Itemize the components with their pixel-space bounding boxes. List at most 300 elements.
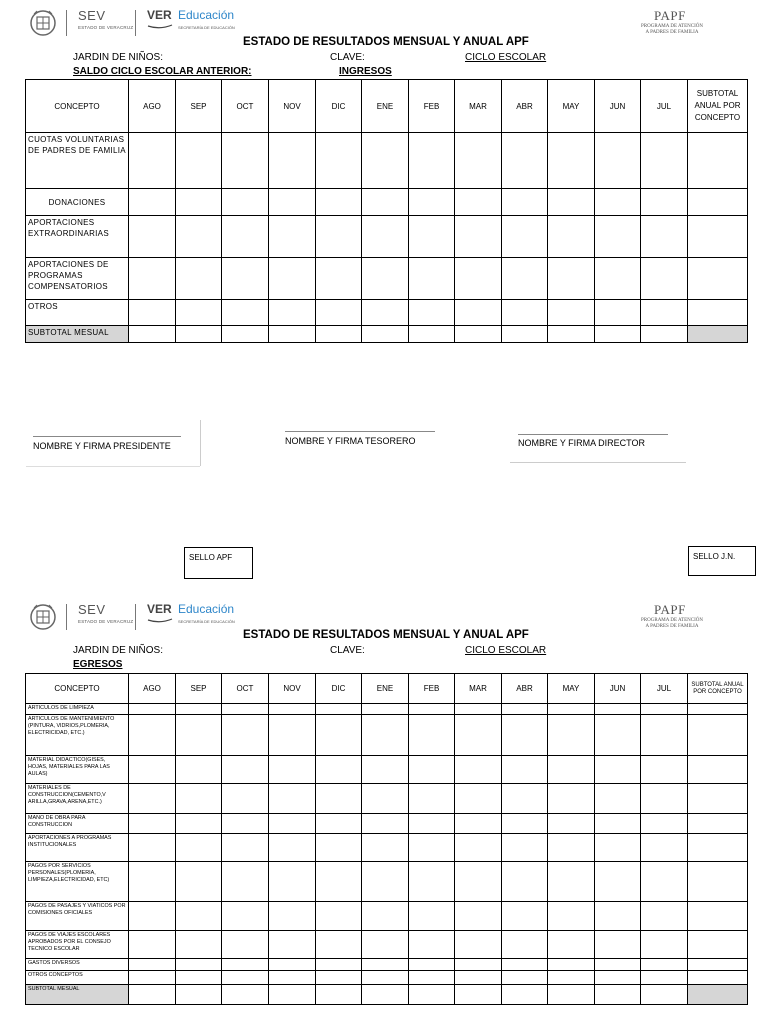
amount-cell[interactable] <box>409 216 455 258</box>
amount-cell[interactable] <box>129 216 176 258</box>
amount-cell[interactable] <box>222 784 269 814</box>
month-header: MAY <box>548 674 595 704</box>
table-row <box>26 862 748 902</box>
amount-cell[interactable] <box>222 834 269 862</box>
amount-cell[interactable] <box>129 715 176 756</box>
amount-cell[interactable] <box>129 931 176 959</box>
amount-cell[interactable] <box>455 902 502 931</box>
egresos-table <box>25 673 748 1005</box>
monthly-subtotal-cell[interactable] <box>316 985 362 1005</box>
monthly-subtotal-cell[interactable] <box>316 326 362 343</box>
month-header: NOV <box>269 80 316 133</box>
concept-cell: CUOTAS VOLUNTARIAS DE PADRES DE FAMILIA <box>26 133 129 189</box>
table-row <box>26 189 748 216</box>
amount-cell[interactable] <box>269 216 316 258</box>
amount-cell[interactable] <box>362 784 409 814</box>
amount-cell[interactable] <box>176 704 222 715</box>
amount-cell[interactable] <box>176 300 222 326</box>
amount-cell[interactable] <box>502 133 548 189</box>
ver-logo-text: VER <box>147 8 172 22</box>
amount-cell[interactable] <box>641 959 688 971</box>
amount-cell[interactable] <box>409 814 455 834</box>
monthly-subtotal-cell[interactable] <box>409 326 455 343</box>
amount-cell[interactable] <box>548 971 595 985</box>
amount-cell[interactable] <box>222 959 269 971</box>
amount-cell[interactable] <box>548 258 595 300</box>
sev-subtitle: ESTADO DE VERACRUZ <box>78 25 134 30</box>
amount-cell[interactable] <box>595 300 641 326</box>
amount-cell[interactable] <box>362 216 409 258</box>
amount-cell[interactable] <box>129 814 176 834</box>
table-row <box>26 931 748 959</box>
amount-cell[interactable] <box>316 959 362 971</box>
monthly-subtotal-cell[interactable] <box>129 985 176 1005</box>
subtotal-cell[interactable] <box>688 931 748 959</box>
amount-cell[interactable] <box>176 834 222 862</box>
amount-cell[interactable] <box>502 931 548 959</box>
clave-label: CLAVE: <box>330 645 365 656</box>
amount-cell[interactable] <box>129 784 176 814</box>
amount-cell[interactable] <box>641 704 688 715</box>
divider <box>200 420 201 466</box>
subtotal-cell[interactable] <box>688 756 748 784</box>
month-header: OCT <box>222 674 269 704</box>
amount-cell[interactable] <box>548 756 595 784</box>
amount-cell[interactable] <box>316 971 362 985</box>
concept-cell: APORTACIONES DE PROGRAMAS COMPENSATORIOS <box>26 258 129 300</box>
sev-logo-text: SEV <box>78 602 106 617</box>
amount-cell[interactable] <box>455 959 502 971</box>
amount-cell[interactable] <box>176 971 222 985</box>
amount-cell[interactable] <box>409 931 455 959</box>
amount-cell[interactable] <box>176 756 222 784</box>
clave-label: CLAVE: <box>330 52 365 63</box>
amount-cell[interactable] <box>316 902 362 931</box>
amount-cell[interactable] <box>548 902 595 931</box>
amount-cell[interactable] <box>129 756 176 784</box>
amount-cell[interactable] <box>595 814 641 834</box>
amount-cell[interactable] <box>176 258 222 300</box>
subtotal-cell[interactable] <box>688 814 748 834</box>
amount-cell[interactable] <box>269 258 316 300</box>
amount-cell[interactable] <box>502 834 548 862</box>
amount-cell[interactable] <box>455 704 502 715</box>
amount-cell[interactable] <box>409 704 455 715</box>
amount-cell[interactable] <box>502 784 548 814</box>
amount-cell[interactable] <box>409 258 455 300</box>
papf-logo-text: PAPF <box>654 602 686 617</box>
amount-cell[interactable] <box>641 300 688 326</box>
amount-cell[interactable] <box>455 216 502 258</box>
subtotal-label: SUBTOTAL MESUAL <box>26 985 129 1005</box>
amount-cell[interactable] <box>129 300 176 326</box>
amount-cell[interactable] <box>316 715 362 756</box>
amount-cell[interactable] <box>176 862 222 902</box>
subtotal-cell[interactable] <box>688 189 748 216</box>
amount-cell[interactable] <box>595 959 641 971</box>
amount-cell[interactable] <box>269 133 316 189</box>
sello-jn-box: SELLO J.N. <box>688 546 756 576</box>
amount-cell[interactable] <box>409 834 455 862</box>
monthly-subtotal-cell[interactable] <box>362 985 409 1005</box>
concept-cell: APORTACIONES A PROGRAMAS INSTITUCIONALES <box>26 834 129 862</box>
signature-director: NOMBRE Y FIRMA DIRECTOR <box>518 438 646 448</box>
amount-cell[interactable] <box>409 133 455 189</box>
amount-cell[interactable] <box>641 133 688 189</box>
amount-cell[interactable] <box>641 834 688 862</box>
month-header: SEP <box>176 674 222 704</box>
signature-line <box>285 431 435 432</box>
concept-cell: PAGOS POR SERVICIOS PERSONALES(PLOMERIA, LIMPIEZA,ELECTRICIDAD, ETC) <box>26 862 129 902</box>
amount-cell[interactable] <box>316 756 362 784</box>
concept-cell: MATERIALES DE CONSTRUCCION(CEMENTO,V ARILLA,GRAVA,ARENA,ETC.) <box>26 784 129 814</box>
table-row <box>26 902 748 931</box>
amount-cell[interactable] <box>455 189 502 216</box>
amount-cell[interactable] <box>548 189 595 216</box>
amount-cell[interactable] <box>316 258 362 300</box>
subtotal-cell[interactable] <box>688 902 748 931</box>
subtotal-cell[interactable] <box>688 971 748 985</box>
amount-cell[interactable] <box>362 971 409 985</box>
amount-cell[interactable] <box>176 715 222 756</box>
amount-cell[interactable] <box>176 216 222 258</box>
amount-cell[interactable] <box>269 862 316 902</box>
monthly-subtotal-cell[interactable] <box>362 326 409 343</box>
subtotal-row <box>26 985 748 1005</box>
amount-cell[interactable] <box>362 931 409 959</box>
amount-cell[interactable] <box>595 715 641 756</box>
signature-presidente: NOMBRE Y FIRMA PRESIDENTE <box>33 441 171 451</box>
monthly-subtotal-cell[interactable] <box>595 326 641 343</box>
amount-cell[interactable] <box>176 814 222 834</box>
amount-cell[interactable] <box>362 300 409 326</box>
amount-cell[interactable] <box>548 704 595 715</box>
table-row <box>26 971 748 985</box>
table-row <box>26 959 748 971</box>
concept-cell: PAGOS DE VIAJES ESCOLARES APROBADOS POR EL CONSEJO TECNICO ESCOLAR <box>26 931 129 959</box>
subtotal-header: SUBTOTAL ANUAL POR CONCEPTO <box>688 674 748 704</box>
amount-cell[interactable] <box>129 189 176 216</box>
amount-cell[interactable] <box>502 971 548 985</box>
amount-cell[interactable] <box>316 704 362 715</box>
amount-cell[interactable] <box>548 834 595 862</box>
amount-cell[interactable] <box>548 814 595 834</box>
amount-cell[interactable] <box>222 300 269 326</box>
amount-cell[interactable] <box>641 784 688 814</box>
amount-cell[interactable] <box>222 189 269 216</box>
monthly-subtotal-cell[interactable] <box>502 985 548 1005</box>
ciclo-label: CICLO ESCOLAR <box>465 52 547 63</box>
amount-cell[interactable] <box>129 862 176 902</box>
amount-cell[interactable] <box>502 704 548 715</box>
amount-cell[interactable] <box>362 756 409 784</box>
subtotal-cell[interactable] <box>688 784 748 814</box>
amount-cell[interactable] <box>176 784 222 814</box>
divider <box>510 462 686 463</box>
amount-cell[interactable] <box>269 189 316 216</box>
amount-cell[interactable] <box>269 834 316 862</box>
amount-cell[interactable] <box>502 756 548 784</box>
subtotal-cell[interactable] <box>688 216 748 258</box>
subtotal-cell[interactable] <box>688 715 748 756</box>
concept-cell: DONACIONES <box>26 189 129 216</box>
concept-cell: ARTICULOS DE LIMPIEZA <box>26 704 129 715</box>
amount-cell[interactable] <box>269 756 316 784</box>
amount-cell[interactable] <box>502 300 548 326</box>
subtotal-cell[interactable] <box>688 300 748 326</box>
amount-cell[interactable] <box>595 216 641 258</box>
jardin-label: JARDIN DE NIÑOS: <box>73 645 164 656</box>
monthly-subtotal-cell[interactable] <box>455 985 502 1005</box>
sev-logo-text: SEV <box>78 8 106 23</box>
amount-cell[interactable] <box>502 216 548 258</box>
amount-cell[interactable] <box>502 959 548 971</box>
amount-cell[interactable] <box>455 715 502 756</box>
monthly-subtotal-cell[interactable] <box>548 326 595 343</box>
amount-cell[interactable] <box>409 959 455 971</box>
amount-cell[interactable] <box>595 971 641 985</box>
subtotal-header: SUBTOTAL ANUAL POR CONCEPTO <box>688 80 748 133</box>
monthly-subtotal-cell[interactable] <box>222 985 269 1005</box>
amount-cell[interactable] <box>129 834 176 862</box>
amount-cell[interactable] <box>362 258 409 300</box>
amount-cell[interactable] <box>409 862 455 902</box>
amount-cell[interactable] <box>362 189 409 216</box>
amount-cell[interactable] <box>316 834 362 862</box>
amount-cell[interactable] <box>595 834 641 862</box>
amount-cell[interactable] <box>455 814 502 834</box>
signature-tesorero: NOMBRE Y FIRMA TESORERO <box>285 436 416 446</box>
monthly-subtotal-cell[interactable] <box>641 985 688 1005</box>
amount-cell[interactable] <box>362 814 409 834</box>
amount-cell[interactable] <box>548 216 595 258</box>
amount-cell[interactable] <box>548 784 595 814</box>
amount-cell[interactable] <box>222 862 269 902</box>
amount-cell[interactable] <box>269 715 316 756</box>
amount-cell[interactable] <box>222 715 269 756</box>
month-header: ABR <box>502 80 548 133</box>
amount-cell[interactable] <box>269 704 316 715</box>
amount-cell[interactable] <box>176 959 222 971</box>
amount-cell[interactable] <box>548 931 595 959</box>
amount-cell[interactable] <box>409 300 455 326</box>
amount-cell[interactable] <box>641 902 688 931</box>
amount-cell[interactable] <box>362 133 409 189</box>
amount-cell[interactable] <box>595 258 641 300</box>
amount-cell[interactable] <box>316 216 362 258</box>
monthly-subtotal-cell[interactable] <box>176 326 222 343</box>
amount-cell[interactable] <box>455 756 502 784</box>
amount-cell[interactable] <box>548 715 595 756</box>
table-header-row <box>26 674 748 704</box>
amount-cell[interactable] <box>269 931 316 959</box>
amount-cell[interactable] <box>316 784 362 814</box>
amount-cell[interactable] <box>455 834 502 862</box>
month-header: JUN <box>595 80 641 133</box>
amount-cell[interactable] <box>129 902 176 931</box>
table-row <box>26 133 748 189</box>
amount-cell[interactable] <box>222 971 269 985</box>
month-header: OCT <box>222 80 269 133</box>
page-title: ESTADO DE RESULTADOS MENSUAL Y ANUAL APF <box>243 36 529 48</box>
monthly-subtotal-cell[interactable] <box>176 985 222 1005</box>
amount-cell[interactable] <box>222 814 269 834</box>
amount-cell[interactable] <box>641 814 688 834</box>
papf-subtitle: PROGRAMA DE ATENCIÓN A PADRES DE FAMILIA <box>641 618 703 629</box>
amount-cell[interactable] <box>176 189 222 216</box>
subtotal-cell[interactable] <box>688 834 748 862</box>
amount-cell[interactable] <box>222 931 269 959</box>
amount-cell[interactable] <box>409 784 455 814</box>
amount-cell[interactable] <box>548 862 595 902</box>
monthly-subtotal-cell[interactable] <box>269 985 316 1005</box>
amount-cell[interactable] <box>222 756 269 784</box>
subtotal-cell[interactable] <box>688 862 748 902</box>
monthly-subtotal-cell[interactable] <box>502 326 548 343</box>
monthly-subtotal-cell[interactable] <box>222 326 269 343</box>
monthly-subtotal-cell[interactable] <box>129 326 176 343</box>
amount-cell[interactable] <box>641 931 688 959</box>
amount-cell[interactable] <box>362 959 409 971</box>
amount-cell[interactable] <box>222 704 269 715</box>
amount-cell[interactable] <box>316 133 362 189</box>
amount-cell[interactable] <box>641 258 688 300</box>
monthly-subtotal-cell[interactable] <box>548 985 595 1005</box>
amount-cell[interactable] <box>641 715 688 756</box>
amount-cell[interactable] <box>316 814 362 834</box>
amount-cell[interactable] <box>595 902 641 931</box>
amount-cell[interactable] <box>409 715 455 756</box>
amount-cell[interactable] <box>362 902 409 931</box>
monthly-subtotal-cell[interactable] <box>641 326 688 343</box>
monthly-subtotal-cell[interactable] <box>409 985 455 1005</box>
amount-cell[interactable] <box>502 902 548 931</box>
amount-cell[interactable] <box>409 189 455 216</box>
amount-cell[interactable] <box>409 756 455 784</box>
monthly-subtotal-cell[interactable] <box>269 326 316 343</box>
amount-cell[interactable] <box>548 133 595 189</box>
amount-cell[interactable] <box>502 862 548 902</box>
subtotal-cell[interactable] <box>688 133 748 189</box>
amount-cell[interactable] <box>548 300 595 326</box>
amount-cell[interactable] <box>641 862 688 902</box>
amount-cell[interactable] <box>595 189 641 216</box>
amount-cell[interactable] <box>222 216 269 258</box>
amount-cell[interactable] <box>595 756 641 784</box>
amount-cell[interactable] <box>641 216 688 258</box>
amount-cell[interactable] <box>176 931 222 959</box>
amount-cell[interactable] <box>269 902 316 931</box>
monthly-subtotal-cell[interactable] <box>595 985 641 1005</box>
amount-cell[interactable] <box>641 971 688 985</box>
amount-cell[interactable] <box>595 133 641 189</box>
amount-cell[interactable] <box>316 300 362 326</box>
amount-cell[interactable] <box>222 258 269 300</box>
amount-cell[interactable] <box>502 715 548 756</box>
amount-cell[interactable] <box>595 784 641 814</box>
amount-cell[interactable] <box>548 959 595 971</box>
amount-cell[interactable] <box>455 300 502 326</box>
concept-cell: MANO DE OBRA PARA CONSTRUCCION <box>26 814 129 834</box>
monthly-subtotal-cell[interactable] <box>455 326 502 343</box>
month-header: AGO <box>129 80 176 133</box>
table-row <box>26 704 748 715</box>
amount-cell[interactable] <box>595 931 641 959</box>
amount-cell[interactable] <box>129 258 176 300</box>
amount-cell[interactable] <box>502 814 548 834</box>
amount-cell[interactable] <box>362 704 409 715</box>
amount-cell[interactable] <box>409 902 455 931</box>
swoosh-icon <box>147 618 173 623</box>
amount-cell[interactable] <box>269 784 316 814</box>
amount-cell[interactable] <box>269 971 316 985</box>
month-header: AGO <box>129 674 176 704</box>
amount-cell[interactable] <box>362 834 409 862</box>
educacion-logo-text: Educación <box>178 602 235 616</box>
amount-cell[interactable] <box>502 189 548 216</box>
page-title: ESTADO DE RESULTADOS MENSUAL Y ANUAL APF <box>243 629 529 641</box>
amount-cell[interactable] <box>129 704 176 715</box>
table-row <box>26 715 748 756</box>
concept-cell: ARTICULOS DE MANTENIMIENTO (PINTURA, VIDRIOS,PLOMERIA, ELECTRICIDAD, ETC.) <box>26 715 129 756</box>
signature-line <box>518 434 668 435</box>
amount-cell[interactable] <box>269 959 316 971</box>
amount-cell[interactable] <box>222 902 269 931</box>
amount-cell[interactable] <box>641 756 688 784</box>
table-row <box>26 784 748 814</box>
month-header: MAR <box>455 674 502 704</box>
ver-logo-text: VER <box>147 602 172 616</box>
amount-cell[interactable] <box>316 931 362 959</box>
amount-cell[interactable] <box>455 784 502 814</box>
amount-cell[interactable] <box>455 931 502 959</box>
month-header: SEP <box>176 80 222 133</box>
amount-cell[interactable] <box>595 862 641 902</box>
amount-cell[interactable] <box>409 971 455 985</box>
amount-cell[interactable] <box>455 971 502 985</box>
amount-cell[interactable] <box>595 704 641 715</box>
amount-cell[interactable] <box>455 862 502 902</box>
amount-cell[interactable] <box>362 862 409 902</box>
crest-icon <box>28 602 58 632</box>
amount-cell[interactable] <box>222 133 269 189</box>
subtotal-cell[interactable] <box>688 959 748 971</box>
amount-cell[interactable] <box>641 189 688 216</box>
subtotal-label: SUBTOTAL MESUAL <box>26 326 129 343</box>
table-row <box>26 216 748 258</box>
table-row <box>26 814 748 834</box>
table-row <box>26 834 748 862</box>
amount-cell[interactable] <box>316 862 362 902</box>
amount-cell[interactable] <box>176 902 222 931</box>
concept-cell: APORTACIONES EXTRAORDINARIAS <box>26 216 129 258</box>
subtotal-cell[interactable] <box>688 258 748 300</box>
table-row <box>26 756 748 784</box>
amount-cell[interactable] <box>316 189 362 216</box>
amount-cell[interactable] <box>455 133 502 189</box>
amount-cell[interactable] <box>269 814 316 834</box>
amount-cell[interactable] <box>502 258 548 300</box>
amount-cell[interactable] <box>129 959 176 971</box>
amount-cell[interactable] <box>455 258 502 300</box>
ingresos-table <box>25 79 748 343</box>
subtotal-cell[interactable] <box>688 704 748 715</box>
amount-cell[interactable] <box>129 971 176 985</box>
amount-cell[interactable] <box>269 300 316 326</box>
amount-cell[interactable] <box>129 133 176 189</box>
amount-cell[interactable] <box>176 133 222 189</box>
amount-cell[interactable] <box>362 715 409 756</box>
